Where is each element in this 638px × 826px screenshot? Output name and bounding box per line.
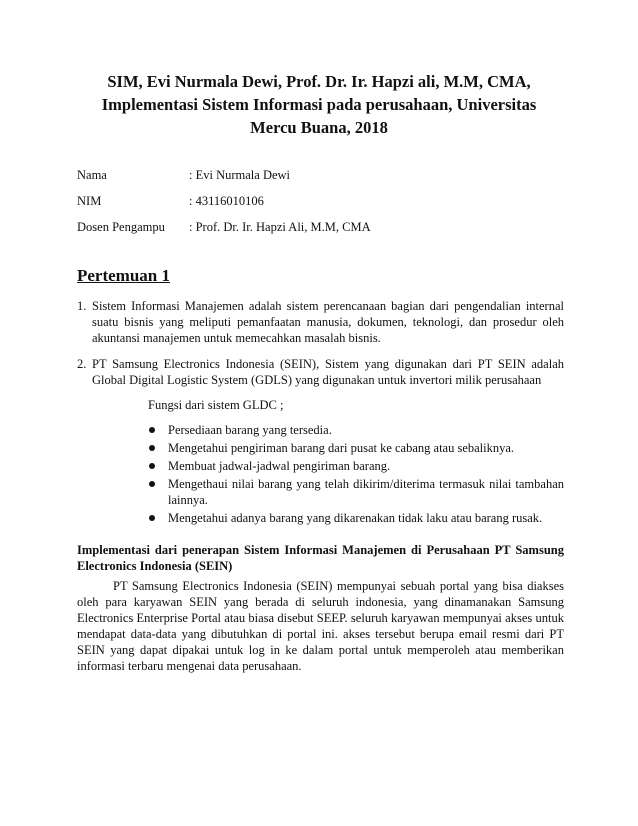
bullet-icon — [149, 515, 155, 521]
list-item-text: Membuat jadwal-jadwal pengiriman barang. — [168, 459, 391, 473]
title-line: Implementasi Sistem Informasi pada perusahaan, Universitas — [101, 95, 537, 114]
dosen-value: : Prof. Dr. Ir. Hapzi Ali, M.M, CMA — [189, 220, 371, 234]
title-line: Mercu Buana, 2018 — [250, 118, 388, 137]
point-number: 2. — [77, 357, 87, 371]
subheading: Implementasi dari penerapan Sistem Informasi Manajemen di Perusahaan PT Samsung Electronics Indonesia (SEIN) — [77, 543, 564, 573]
point-text: Sistem Informasi Manajemen adalah sistem perencanaan bagian dari pengendalian internal suatu bisnis yang meliputi pemanfaatan manusia, dokumen, teknologi, dan prosedur oleh akuntansi manajemen untuk memecahkan masalah bisnis. — [92, 299, 564, 345]
dosen-label: Dosen Pengampu — [77, 220, 165, 234]
list-item — [148, 510, 564, 526]
point-number: 1. — [77, 299, 87, 313]
bullet-icon — [149, 463, 155, 469]
list-item — [148, 476, 564, 508]
nama-value: : Evi Nurmala Dewi — [189, 168, 291, 182]
bullet-icon — [149, 427, 155, 433]
bullet-icon — [149, 481, 155, 487]
nim-value: : 43116010106 — [189, 194, 264, 208]
list-item — [148, 422, 564, 438]
fungsi-label: Fungsi dari sistem GLDC ; — [148, 398, 284, 412]
list-item-text: Persediaan barang yang tersedia. — [168, 423, 332, 437]
list-item — [148, 458, 564, 474]
fungsi-list — [148, 422, 564, 528]
section-heading: Pertemuan 1 — [77, 266, 171, 285]
title-line: SIM, Evi Nurmala Dewi, Prof. Dr. Ir. Hapzi ali, M.M, CMA, — [107, 72, 531, 91]
bullet-icon — [149, 445, 155, 451]
list-item-text: Mengetahui pengiriman barang dari pusat ke cabang atau sebaliknya. — [168, 441, 515, 455]
nama-label: Nama — [77, 168, 107, 182]
list-item-text: Mengethaui nilai barang yang telah dikirim/diterima termasuk nilai tambahan lainnya. — [168, 477, 564, 507]
list-item-text: Mengetahui adanya barang yang dikarenakan tidak laku atau barang rusak. — [168, 511, 543, 525]
document-title — [70, 70, 568, 139]
point-text: PT Samsung Electronics Indonesia (SEIN), Sistem yang digunakan dari PT SEIN adalah Global Digital Logistic System (GDLS) yang digunakan untuk invertori milik perusahaan — [92, 357, 564, 387]
body-paragraph: PT Samsung Electronics Indonesia (SEIN) mempunyai sebuah portal yang bisa diakses oleh para karyawan SEIN yang berada di seluruh indonesia, yang dinamanakan Samsung Electronics Enterprise Portal atau biasa disebut SEEP. seluruh karyawan mempunyai akses untuk mendapat data-data yang dibutuhkan di portal ini. akses tersebut berupa email resmi dari PT SEIN yang dapat dipakai untuk log in ke dalam portal untuk memperoleh atau memberikan informasi terbaru mengenai data perusahaan. — [77, 579, 564, 673]
nim-label: NIM — [77, 194, 102, 208]
list-item — [148, 440, 564, 456]
